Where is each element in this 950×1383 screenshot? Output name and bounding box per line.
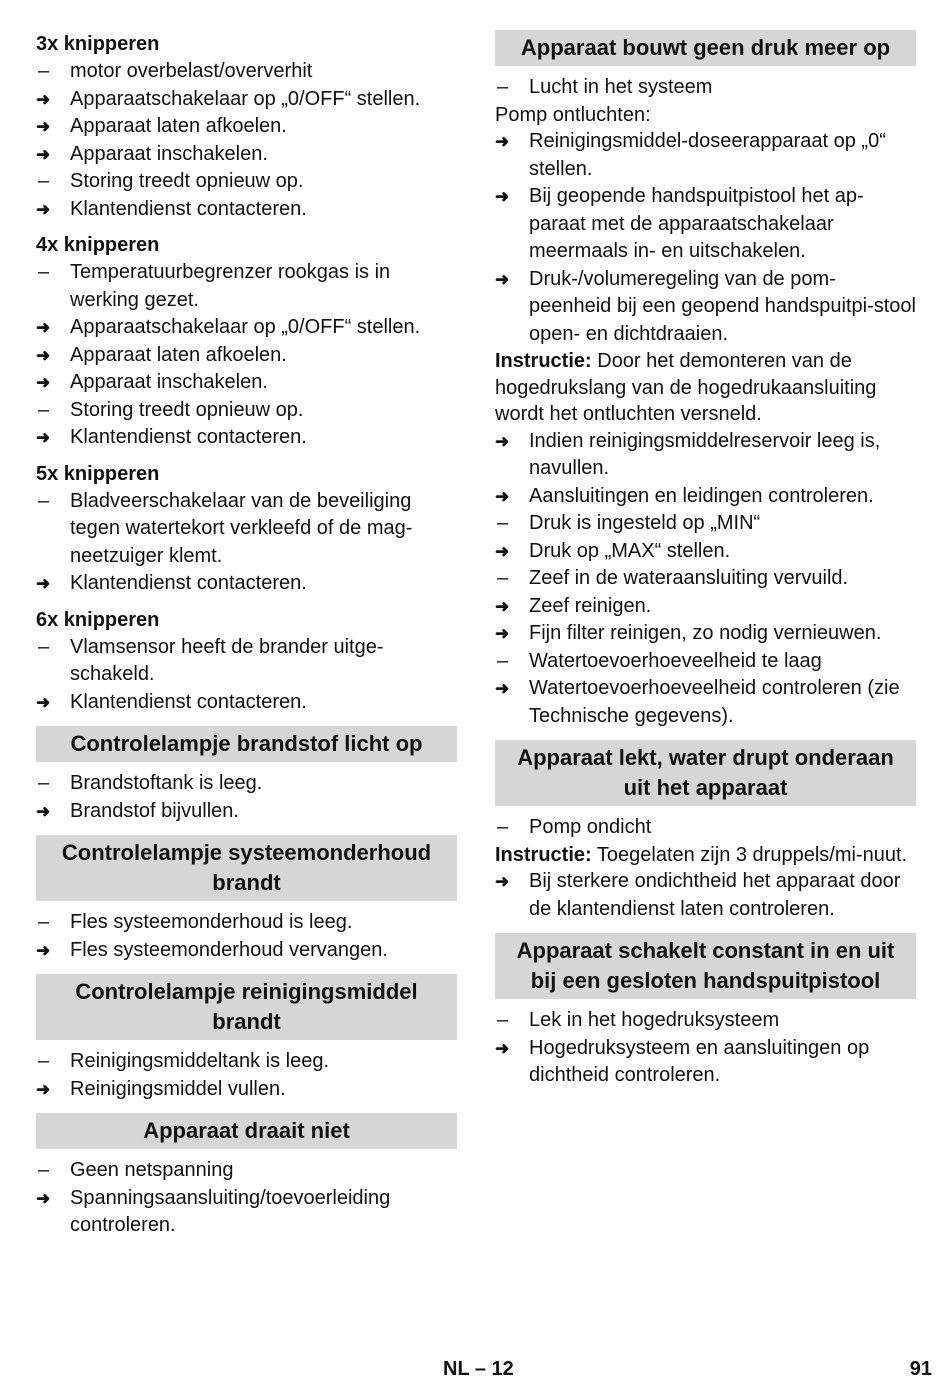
detergent-lamp-heading: Controlelampje reinigingsmiddel brandt (36, 974, 457, 1040)
system-care-lamp-heading: Controlelampje systeemonderhoud brandt (36, 835, 457, 901)
list-item-text: Apparaat inschakelen. (70, 371, 268, 393)
list-item (36, 1157, 457, 1185)
left-column (36, 30, 457, 1240)
dash-bullet-icon: – (497, 816, 509, 838)
list-item-text: Lek in het hogedruksysteem (529, 1009, 780, 1031)
dash-bullet-icon: – (38, 60, 50, 82)
dash-bullet-icon: – (38, 772, 50, 794)
note-text: Toegelaten zijn 3 druppels/mi-nuut. (591, 843, 908, 866)
list-item-text: Storing treedt opnieuw op. (70, 170, 304, 192)
dash-bullet-icon: – (497, 567, 509, 589)
list-item-text: Lucht in het systeem (529, 76, 713, 98)
list-item-text: Druk-/volumeregeling van de pom-peenheid bij een geopend handspuitpi-stool open- en dichtdraaien. (529, 267, 916, 345)
note-text: Door het demonteren van de hogedrukslang van de hogedrukaansluiting wordt het ontluchten versneld. (495, 350, 877, 425)
list-item-text: Druk op „MAX“ stellen. (529, 539, 731, 562)
dash-bullet-icon: – (38, 635, 50, 658)
dash-bullet-icon: – (38, 1159, 50, 1181)
fuel-lamp-heading: Controlelampje brandstof licht op (36, 726, 457, 762)
cycling-heading: Apparaat schakelt constant in en uit bij een gesloten handspuitpistool (495, 933, 916, 999)
footer-section-label: NL – 12 (443, 1358, 514, 1380)
leak-steps (495, 868, 916, 923)
no-pressure-heading: Apparaat bouwt geen druk meer op (495, 30, 916, 66)
arrow-right-icon: ➜ (36, 1079, 51, 1099)
dash-bullet-icon: – (497, 649, 509, 672)
no-pressure-cause (495, 74, 916, 102)
dash-bullet-icon: – (497, 1009, 509, 1031)
list-item-text: Apparaat laten afkoelen. (70, 115, 287, 137)
list-item-text: Watertoevoerhoeveelheid te laag (529, 649, 822, 672)
list-item (36, 342, 457, 370)
list-item-text: Brandstof bijvullen. (70, 799, 239, 822)
list-item (36, 1048, 457, 1076)
list-item (36, 570, 457, 598)
list-item-text: Temperatuurbegrenzer rookgas is in werking gezet. (70, 261, 391, 311)
list-item (36, 937, 457, 965)
list-item-text: Bij sterkere ondichtheid het apparaat door de klantendienst laten controleren. (529, 870, 901, 920)
blink-6-list (36, 634, 457, 717)
arrow-right-icon: ➜ (36, 373, 51, 392)
list-item (36, 770, 457, 798)
leak-cause (495, 814, 916, 842)
list-item (36, 397, 457, 425)
arrow-right-icon: ➜ (36, 117, 51, 136)
list-item-text: Klantendienst contacteren. (70, 197, 307, 220)
list-item (495, 593, 916, 621)
cycling-list (495, 1007, 916, 1090)
list-item-text: Aansluitingen en leidingen controleren. (529, 484, 874, 507)
list-item-text: Druk is ingesteld op „MIN“ (529, 512, 761, 534)
list-item-text: Klantendienst contacteren. (70, 690, 307, 713)
list-item (36, 168, 457, 196)
list-item (495, 648, 916, 676)
list-item-text: Apparaatschakelaar op „0/OFF“ stellen. (70, 316, 421, 338)
list-item-text: Apparaat laten afkoelen. (70, 343, 287, 366)
no-pressure-note (495, 348, 916, 428)
arrow-right-icon: ➜ (495, 596, 510, 616)
list-item-text: Apparaat inschakelen. (70, 142, 268, 165)
list-item-text: Zeef in de wateraansluiting vervuild. (529, 567, 849, 589)
arrow-right-icon: ➜ (495, 872, 510, 891)
blink-6-title: 6x knipperen (36, 608, 160, 631)
list-item (36, 141, 457, 169)
list-item (36, 424, 457, 452)
list-item (36, 369, 457, 397)
list-item (36, 798, 457, 826)
list-item-text: Spanningsaansluiting/toevoerleiding controleren. (70, 1186, 391, 1236)
blink-3-list (36, 58, 457, 223)
blink-3-title: 3x knipperen (36, 33, 160, 55)
list-item (495, 510, 916, 538)
list-item-text: motor overbelast/oververhit (70, 60, 313, 82)
list-item (495, 868, 916, 923)
bleed-pump-steps (495, 128, 916, 348)
arrow-right-icon: ➜ (36, 940, 51, 960)
arrow-right-icon: ➜ (36, 428, 51, 447)
dash-bullet-icon: – (497, 76, 509, 98)
list-item-text: Klantendienst contacteren. (70, 572, 307, 594)
list-item-text: Fles systeemonderhoud is leeg. (70, 911, 353, 933)
list-item (36, 58, 457, 86)
list-item (495, 675, 916, 730)
list-item-text: Brandstoftank is leeg. (70, 772, 263, 794)
arrow-right-icon: ➜ (495, 187, 510, 206)
list-item-text: Bladveerschakelaar van de beveiliging tegen watertekort verkleefd of de mag-neetzuiger klemt. (70, 489, 413, 567)
list-item-text: Zeef reinigen. (529, 594, 652, 617)
list-item (36, 113, 457, 141)
arrow-right-icon: ➜ (36, 801, 51, 821)
page-number: 91 (909, 1358, 932, 1380)
arrow-right-icon: ➜ (36, 89, 51, 109)
list-item-text: Reinigingsmiddel-doseerapparaat op „0“ stellen. (529, 130, 886, 180)
dash-bullet-icon: – (38, 911, 50, 933)
fuel-lamp-list (36, 770, 457, 825)
list-item-text: Indien reinigingsmiddelreservoir leeg is, navullen. (529, 429, 881, 479)
list-item (36, 488, 457, 571)
list-item (495, 1007, 916, 1035)
leak-heading: Apparaat lekt, water drupt onderaan uit het apparaat (495, 740, 916, 806)
no-pressure-more-steps (495, 428, 916, 731)
list-item (495, 814, 916, 842)
list-item (495, 538, 916, 566)
list-item (36, 689, 457, 717)
list-item (495, 266, 916, 349)
list-item (495, 565, 916, 593)
arrow-right-icon: ➜ (495, 624, 510, 643)
blink-4-list (36, 259, 457, 452)
list-item (495, 1035, 916, 1090)
list-item-text: Fles systeemonderhoud vervangen. (70, 938, 388, 961)
list-item (36, 314, 457, 342)
arrow-right-icon: ➜ (36, 199, 51, 219)
note-label: Instructie: (495, 843, 592, 866)
list-item (36, 259, 457, 314)
list-item-text: Klantendienst contacteren. (70, 426, 307, 448)
list-item (495, 483, 916, 511)
dash-bullet-icon: – (38, 398, 50, 421)
list-item (36, 1185, 457, 1240)
arrow-right-icon: ➜ (495, 431, 510, 451)
list-item (36, 909, 457, 937)
list-item-text: Pomp ondicht (529, 816, 652, 838)
dash-bullet-icon: – (38, 170, 50, 192)
arrow-right-icon: ➜ (36, 144, 51, 164)
right-column (495, 30, 916, 1090)
detergent-lamp-list (36, 1048, 457, 1103)
dash-bullet-icon: – (497, 512, 509, 534)
list-item-text: Hogedruksysteem en aansluitingen op dichtheid controleren. (529, 1036, 870, 1086)
dash-bullet-icon: – (38, 1050, 50, 1072)
arrow-right-icon: ➜ (36, 345, 51, 365)
blink-5-list (36, 488, 457, 598)
note-label: Instructie: (495, 350, 592, 372)
blink-5-title: 5x knipperen (36, 462, 160, 485)
list-item (495, 620, 916, 648)
list-item (495, 428, 916, 483)
list-item (36, 196, 457, 224)
system-care-lamp-list (36, 909, 457, 964)
arrow-right-icon: ➜ (36, 574, 51, 593)
list-item (36, 1076, 457, 1104)
list-item-text: Reinigingsmiddeltank is leeg. (70, 1050, 330, 1072)
not-running-list (36, 1157, 457, 1240)
list-item-text: Apparaatschakelaar op „0/OFF“ stellen. (70, 87, 421, 110)
arrow-right-icon: ➜ (495, 132, 510, 151)
arrow-right-icon: ➜ (495, 679, 510, 698)
list-item-text: Watertoevoerhoeveelheid controleren (zie Technische gegevens). (529, 677, 900, 727)
list-item-text: Storing treedt opnieuw op. (70, 398, 304, 421)
list-item-text: Fijn filter reinigen, zo nodig vernieuwen. (529, 622, 882, 644)
list-item-text: Reinigingsmiddel vullen. (70, 1077, 286, 1100)
arrow-right-icon: ➜ (36, 1188, 51, 1208)
arrow-right-icon: ➜ (36, 318, 51, 337)
list-item-text: Vlamsensor heeft de brander uitge-schakeld. (70, 635, 384, 685)
list-item (36, 86, 457, 114)
not-running-heading: Apparaat draait niet (36, 1113, 457, 1149)
bleed-pump-label: Pomp ontluchten: (495, 103, 651, 126)
list-item (495, 128, 916, 183)
arrow-right-icon: ➜ (495, 541, 510, 561)
list-item (36, 634, 457, 689)
blink-4-title: 4x knipperen (36, 234, 160, 256)
arrow-right-icon: ➜ (495, 486, 510, 506)
arrow-right-icon: ➜ (36, 692, 51, 712)
list-item (495, 74, 916, 102)
leak-note (495, 842, 916, 869)
dash-bullet-icon: – (38, 489, 50, 512)
list-item (495, 183, 916, 266)
dash-bullet-icon: – (38, 261, 50, 283)
arrow-right-icon: ➜ (495, 269, 510, 289)
list-item-text: Bij geopende handspuitpistool het ap-paraat met de apparaatschakelaar meermaals in- en uitschakelen. (529, 185, 864, 262)
list-item-text: Geen netspanning (70, 1159, 234, 1181)
arrow-right-icon: ➜ (495, 1038, 510, 1058)
